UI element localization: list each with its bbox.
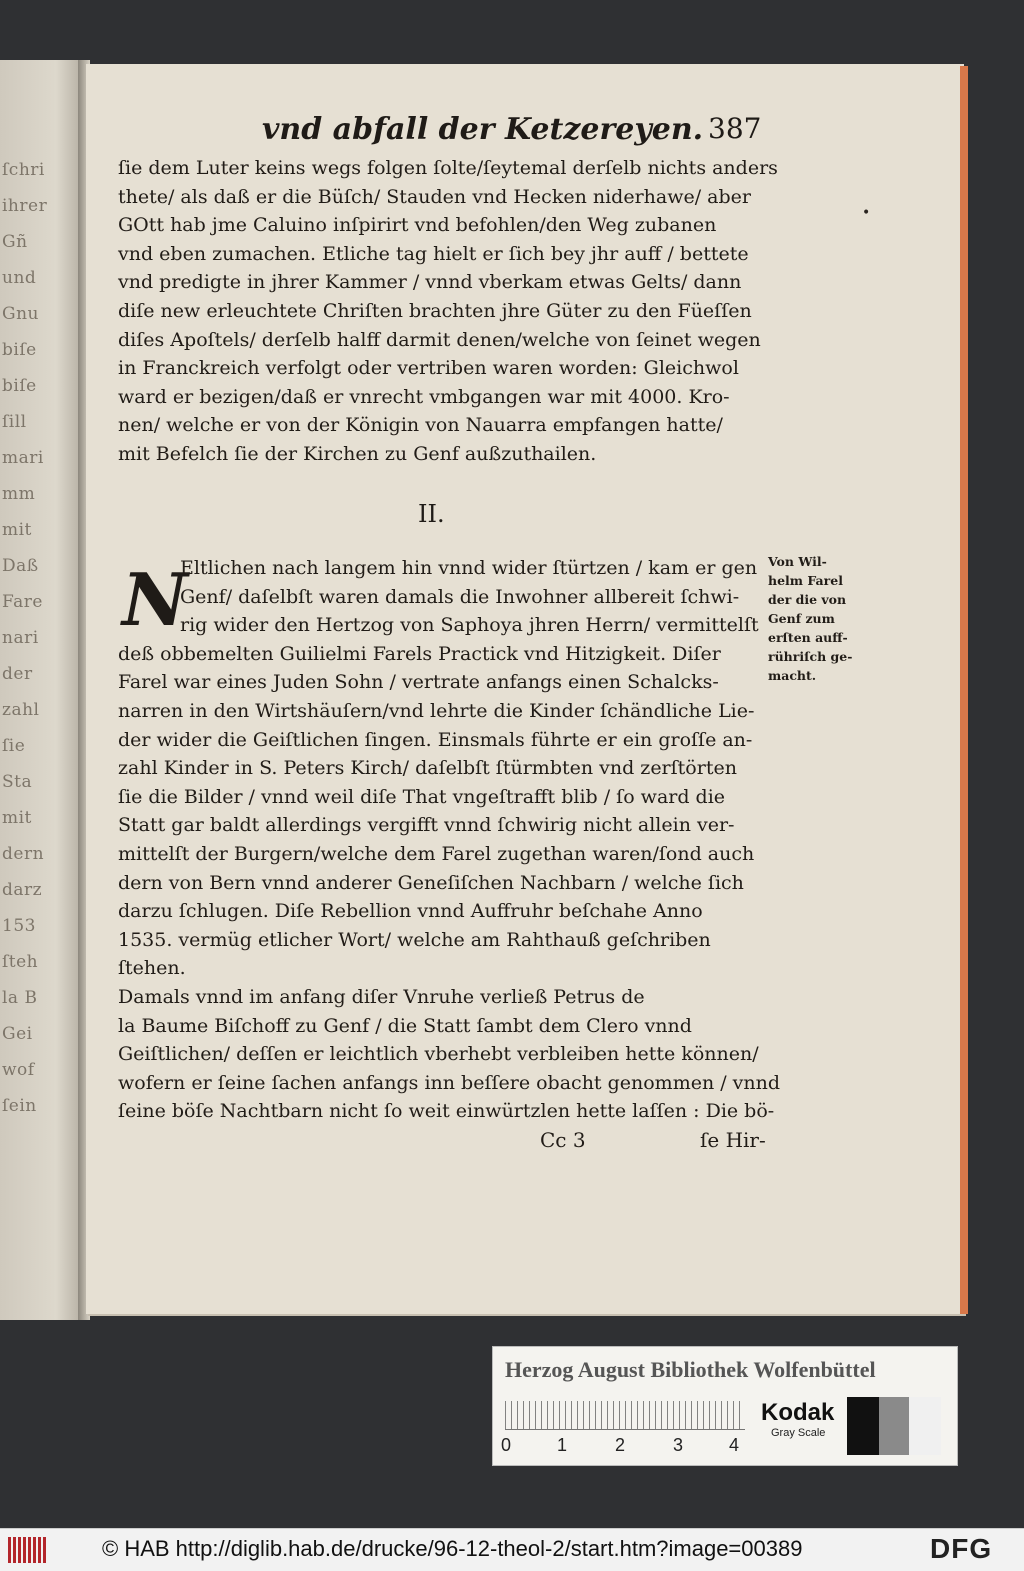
- marginal-line: Von Wil-: [768, 554, 827, 569]
- marginal-line: macht.: [768, 668, 817, 683]
- prev-page-text-stub: dern: [2, 844, 45, 864]
- library-name: Herzog August Bibliothek Wolfenbüttel: [505, 1357, 876, 1382]
- prev-page-text-stub: der: [2, 664, 33, 684]
- text-line: vnd predigte in jhrer Kammer / vnnd vberkam etwas Gelts/ dann: [118, 271, 742, 294]
- page-number: 387: [708, 112, 762, 145]
- text-line: GOtt hab jme Caluino inſpirirt vnd befohlen/den Weg zubanen: [118, 214, 717, 237]
- prev-page-text-stub: Daß: [2, 556, 39, 576]
- text-line: dern von Bern vnnd anderer Geneſiſchen Nachbarn / welche ſich: [118, 871, 744, 894]
- text-line: Farel war eines Juden Sohn / vertrate anfangs einen Schalcks-: [118, 671, 719, 694]
- prev-page-text-stub: ſill: [2, 412, 27, 432]
- ruler-number: 1: [557, 1435, 568, 1455]
- prev-page-text-stub: Gñ: [2, 232, 28, 252]
- margin-mark: •: [862, 205, 871, 221]
- marginal-line: rühriſch ge-: [768, 649, 853, 664]
- gray-patch-mid: [879, 1397, 909, 1455]
- prev-page-text-stub: la B: [2, 988, 38, 1008]
- prev-page-text-stub: darz: [2, 880, 43, 900]
- gray-scale-label: Gray Scale: [771, 1427, 826, 1439]
- text-line: ſeine böſe Nachtbarn nicht ſo weit einwürtzlen hette laſſen : Die bö-: [118, 1100, 775, 1123]
- text-line: mittelſt der Burgern/welche dem Farel zugethan waren/ſond auch: [118, 842, 755, 865]
- text-line: rig wider den Hertzog von Saphoya jhren Herrn/ vermittelſt: [180, 614, 759, 637]
- text-line: darzu ſchlugen. Diſe Rebellion vnnd Auffruhr beſchahe Anno: [118, 900, 703, 923]
- ruler-number: 0: [501, 1435, 512, 1455]
- gray-patch-light: [909, 1397, 941, 1455]
- prev-page-text-stub: ſchri: [2, 160, 45, 180]
- text-line: ſie die Bilder / vnnd weil diſe That vngeſtrafft blib / ſo ward die: [118, 785, 726, 808]
- prev-page-text-stub: mari: [2, 448, 44, 468]
- footer-bar: [0, 1528, 1024, 1571]
- text-line: la Baume Biſchoff zu Genf / die Statt ſambt dem Clero vnnd: [118, 1014, 692, 1037]
- text-line: narren in den Wirtshäuſern/vnd lehrte die Kinder ſchändliche Lie-: [118, 699, 755, 722]
- kodak-logo: Kodak: [761, 1399, 835, 1426]
- text-line: 1535. vermüg etlicher Wort/ welche am Rahthauß geſchriben: [118, 928, 711, 951]
- prev-page-text-stub: ſteh: [2, 952, 39, 972]
- prev-page-text-stub: 153: [2, 916, 36, 936]
- library-color-card: [492, 1346, 958, 1466]
- ruler-number: 3: [673, 1435, 684, 1455]
- text-line: Statt gar baldt allerdings vergifft vnnd ſchwirig nicht allein ver-: [118, 814, 735, 837]
- marginal-line: erſten auff-: [768, 630, 848, 645]
- prev-page-text-stub: ihrer: [2, 196, 48, 216]
- ruler-number: 4: [729, 1435, 740, 1455]
- prev-page-text-stub: Sta: [2, 772, 33, 792]
- decorated-initial: N: [122, 557, 188, 642]
- prev-page-text-stub: zahl: [2, 700, 40, 720]
- prev-page-text-stub: mit: [2, 520, 32, 540]
- text-line: thete/ als daß er die Büſch/ Stauden vnd Hecken niderhawe/ aber: [118, 185, 751, 208]
- catchword: ſe Hir-: [700, 1128, 766, 1152]
- marginal-line: Genf zum: [768, 611, 835, 626]
- prev-page-text-stub: ſein: [2, 1096, 37, 1116]
- running-head: vnd abfall der Ketzereyen.: [262, 112, 704, 147]
- text-line: diſes Apoſtels/ derſelb halff darmit denen/welche von ſeinet wegen: [118, 328, 761, 351]
- prev-page-text-stub: biſe: [2, 376, 37, 396]
- marginal-line: der die von: [768, 592, 847, 607]
- text-line: wofern er ſeine ſachen anfangs inn beſſere obacht genommen / vnnd: [118, 1071, 781, 1094]
- text-line: in Franckreich verfolgt oder vertriben waren worden: Gleichwol: [118, 357, 739, 380]
- section-number: II.: [418, 500, 445, 528]
- paragraph-1: [118, 154, 778, 469]
- ruler-number: 2: [615, 1435, 626, 1455]
- text-line: Genf/ daſelbſt waren damals die Inwohner allbereit ſchwi-: [180, 585, 740, 608]
- prev-page-text-stub: Gei: [2, 1024, 33, 1044]
- text-line: ſie dem Luter keins wegs folgen ſolte/ſeytemal derſelb nichts anders: [118, 157, 778, 179]
- marginal-note: [768, 552, 852, 685]
- gray-patch-dark: [847, 1397, 879, 1455]
- text-line: diſe new erleuchtete Chriſten brachten jhre Güter zu den Füeſſen: [118, 299, 752, 322]
- text-line: nen/ welche er von der Königin von Nauarra empfangen hatte/: [118, 414, 723, 437]
- text-line: mit Befelch ſie der Kirchen zu Genf außzuthailen.: [118, 442, 597, 465]
- paragraph-2: [118, 554, 780, 1126]
- hab-logo-icon: [8, 1537, 46, 1563]
- prev-page-text-stub: Gnu: [2, 304, 39, 324]
- text-line: Damals vnnd im anfang diſer Vnruhe verließ Petrus de: [118, 985, 645, 1008]
- prev-page-text-stub: mit: [2, 808, 32, 828]
- prev-page-text-stub: Fare: [2, 592, 43, 612]
- prev-page-text-stub: nari: [2, 628, 39, 648]
- text-line: der wider die Geiſtlichen ſingen. Einsmals führte er ein groſſe an-: [118, 728, 753, 751]
- prev-page-text-stub: ſie: [2, 736, 26, 756]
- text-line: deß obbemelten Guilielmi Farels Practick vnd Hitzigkeit. Diſer: [118, 642, 721, 665]
- scale-ruler: [505, 1401, 745, 1430]
- previous-page-edge: [0, 60, 80, 1320]
- text-line: zahl Kinder in S. Peters Kirch/ daſelbſt ſtürmbten vnd zerſtörten: [118, 757, 737, 780]
- text-line: Geiſtlichen/ deſſen er leichtlich vberhebt verbleiben hette können/: [118, 1043, 759, 1066]
- prev-page-text-stub: und: [2, 268, 37, 288]
- text-line: vnd eben zumachen. Etliche tag hielt er ſich bey jhr auff / bettete: [118, 242, 749, 265]
- text-line: ward er bezigen/daß er vnrecht vmbgangen war mit 4000. Kro-: [118, 385, 730, 408]
- prev-page-text-stub: wof: [2, 1060, 35, 1080]
- prev-page-text-stub: biſe: [2, 340, 37, 360]
- marginal-line: helm Farel: [768, 573, 843, 588]
- signature-mark: Cc 3: [540, 1128, 586, 1152]
- text-line: Eltlichen nach langem hin vnnd wider ſtürtzen / kam er gen: [180, 557, 758, 579]
- dfg-logo: DFG: [930, 1533, 993, 1564]
- prev-page-text-stub: mm: [2, 484, 36, 504]
- footer-citation: © HAB http://diglib.hab.de/drucke/96-12-theol-2/start.htm?image=00389: [102, 1536, 803, 1561]
- page-edge-red: [960, 66, 968, 1314]
- text-line: ſtehen.: [118, 957, 186, 980]
